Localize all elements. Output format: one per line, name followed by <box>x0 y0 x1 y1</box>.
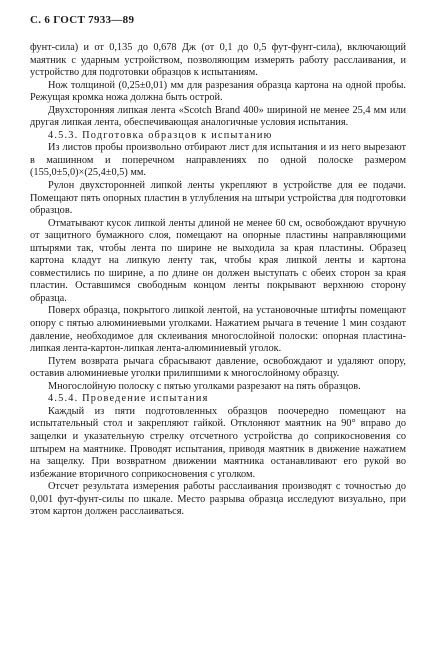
paragraph-cutting-strip: Многослойную полоску с пятью уголками разрезают на пять образцов. <box>48 380 361 392</box>
paragraph-release: Путем возврата рычага сбрасывают давление, освобождают и удаляют опору, оставив алюминиевые уголки прилипшими к многослойному образцу. <box>30 355 406 380</box>
paragraph-knife: Нож толщиной (0,25±0,01) мм для разрезания образца картона на одной пробы. Режущая кромка ножа должна быть острой. <box>30 79 406 104</box>
page-header: С. 6 ГОСТ 7933—89 <box>30 14 135 26</box>
paragraph-reading-result: Отсчет результата измерения работы расслаивания производят с точностью до 0,001 фут-фунт-силы по шкале. Место разрыва образца исследуют визуально, при этом картон должен расслаиваться. <box>30 481 406 518</box>
paragraph-test-procedure: Каждый из пяти подготовленных образцов поочередно помещают на испытательный стол и закрепляют гайкой. Отклоняют маятник на 90° вправо до защелки и указательную стрелку отсчетного устройства до соприкосновения со штырем на маятнике. Проводят испытания, приводя маятник в движение нажатием на защелку. При возвратном движении маятника останавливают его рукой во избежание вторичного соприкосновения с уголком. <box>30 405 406 480</box>
section-heading-sample-preparation: 4.5.3. Подготовка образцов к испытанию <box>48 129 273 141</box>
paragraph-pressing: Поверх образца, покрытого липкой лентой, на установочные штифты помещают опору с пятью алюминиевыми уголками. Нажатием рычага в течение 1 мин создают давление, необходимое для склеивания многослойной полоски: опорная пластина-липкая лента-картон-липкая лента-алюминиевый уголок. <box>30 305 406 355</box>
paragraph-sample-cutting: Из листов пробы произвольно отбирают лист для испытания и из него вырезают в машинном и поперечном направлениях по одной полоске размером (155,0±5,0)×(25,4±0,5) мм. <box>30 142 406 179</box>
paragraph-tape-roll: Рулон двухсторонней липкой ленты укрепляют в устройстве для ее подачи. Помещают пять опорных пластин в углубления на штыри устройства для подготовки образцов. <box>30 180 406 217</box>
paragraph-apparatus-continued: фунт-сила) и от 0,135 до 0,678 Дж (от 0,1 до 0,5 фут-фунт-сила), включающий маятник с ударным устройством, позволяющим измерять работу расслаивания, и устройство для подготовки образцов к испытаниям. <box>30 42 406 79</box>
paragraph-tape-application: Отматывают кусок липкой ленты длиной не менее 60 см, освобождают вручную от защитного бумажного слоя, помещают на опорные пластины направляющими штырями так, чтобы лента по ширине не выходила за края пластины. Образец картона кладут на липкую ленту так, чтобы края липкой ленты и картона совместились по ширине, а по длине он должен выступать с обеих сторон за края пластин. Оставшимся свободным концом ленты покрывают верхнюю сторону образца. <box>30 217 406 304</box>
section-heading-testing: 4.5.4. Проведение испытания <box>48 393 209 405</box>
paragraph-tape: Двухсторонняя липкая лента «Scotch Brand 400» шириной не менее 25,4 мм или другая липкая лента, обеспечивающая аналогичные условия испытания. <box>30 104 406 129</box>
document-page <box>30 14 406 519</box>
